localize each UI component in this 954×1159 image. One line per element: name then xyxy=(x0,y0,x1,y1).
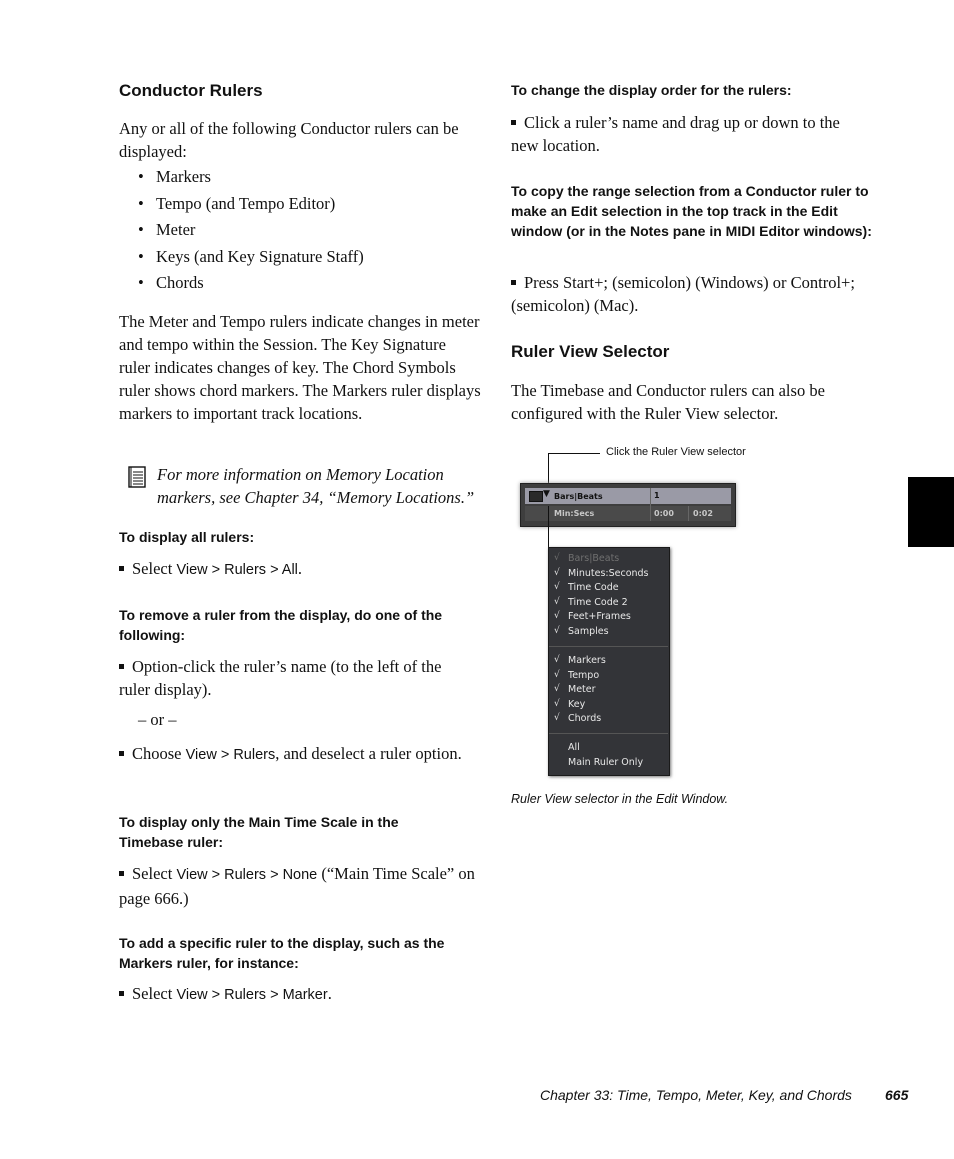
menu-item-chords[interactable]: Chords xyxy=(568,713,602,724)
menu-item-samples[interactable]: Samples xyxy=(568,626,609,637)
ruler-divider xyxy=(688,506,689,521)
footer-chapter-title: Chapter 33: Time, Tempo, Meter, Key, and Chords xyxy=(540,1087,852,1103)
step-bullet xyxy=(119,566,124,571)
note-text: For more information on Memory Location markers, see Chapter 34, “Memory Locations.” xyxy=(157,465,475,507)
check-icon: √ xyxy=(554,611,560,621)
triangle-down-icon[interactable]: ▼ xyxy=(543,489,550,499)
ruler-name-min-secs[interactable]: Min:Secs xyxy=(554,509,595,518)
bullet-item: • Chords xyxy=(138,270,478,297)
bullet-item: • Keys (and Key Signature Staff) xyxy=(138,244,478,271)
ruler-bullet-list xyxy=(138,164,478,297)
menu-separator xyxy=(549,733,668,734)
or-separator: – or – xyxy=(138,710,177,729)
ruler-view-selector-icon[interactable] xyxy=(529,491,543,502)
bullet-item: • Markers xyxy=(138,164,478,191)
check-icon: √ xyxy=(554,655,560,665)
menu-item-main-ruler-only[interactable]: Main Ruler Only xyxy=(568,757,644,768)
check-icon: √ xyxy=(554,684,560,694)
ruler-view-paragraph: The Timebase and Conductor rulers can also be configured with the Ruler View selector. xyxy=(511,381,825,423)
menu-separator xyxy=(549,646,668,647)
check-icon: √ xyxy=(554,670,560,680)
chapter-tab-marker xyxy=(908,477,954,547)
step-bullet xyxy=(119,871,124,876)
step-bullet xyxy=(511,280,516,285)
ruler-name-bars-beats[interactable]: Bars|Beats xyxy=(554,492,603,501)
step-item: Select View > Rulers > None (“Main Time Scale” on page 666.) xyxy=(119,864,475,908)
menu-item-time-code-2[interactable]: Time Code 2 xyxy=(568,597,628,608)
step-bullet xyxy=(119,991,124,996)
page-number: 665 xyxy=(885,1087,909,1103)
check-icon: √ xyxy=(554,597,560,607)
procedure-heading: To display all rulers: xyxy=(119,529,255,545)
step-item: Option-click the ruler’s name (to the left of the ruler display). xyxy=(119,657,442,699)
menu-item-time-code[interactable]: Time Code xyxy=(568,582,619,593)
check-icon: √ xyxy=(554,582,560,592)
step-bullet xyxy=(119,664,124,669)
step-bullet xyxy=(511,120,516,125)
menu-item-minutes-seconds[interactable]: Minutes:Seconds xyxy=(568,568,649,579)
callout-line xyxy=(548,453,600,454)
menu-item-meter[interactable]: Meter xyxy=(568,684,596,695)
check-icon: √ xyxy=(554,568,560,578)
menu-item-all[interactable]: All xyxy=(568,742,580,753)
step-item: Select View > Rulers > All. xyxy=(119,557,479,582)
procedure-heading: To copy the range selection from a Conductor ruler to make an Edit selection in the top track in the Edit window (or in the Notes pane in MIDI Editor windows): xyxy=(511,183,872,239)
intro-paragraph: Any or all of the following Conductor rulers can be displayed: xyxy=(119,119,459,161)
figure-caption: Ruler View selector in the Edit Window. xyxy=(511,792,729,806)
bullet-item: • Meter xyxy=(138,217,478,244)
step-item: Choose View > Rulers, and deselect a ruler option. xyxy=(119,742,469,767)
menu-item-tempo[interactable]: Tempo xyxy=(568,670,600,681)
menu-item-bars-beats[interactable]: Bars|Beats xyxy=(568,553,620,564)
ruler-value: 0:02 xyxy=(693,509,713,518)
step-bullet xyxy=(119,751,124,756)
check-icon: √ xyxy=(554,626,560,636)
step-item: Press Start+; (semicolon) (Windows) or Control+; (semicolon) (Mac). xyxy=(511,273,855,315)
check-icon: √ xyxy=(554,553,560,563)
ruler-value: 1 xyxy=(654,491,660,500)
check-icon: √ xyxy=(554,713,560,723)
section-heading-conductor-rulers: Conductor Rulers xyxy=(119,81,263,100)
menu-item-feet-frames[interactable]: Feet+Frames xyxy=(568,611,631,622)
step-item: Select View > Rulers > Marker. xyxy=(119,982,479,1007)
section-heading-ruler-view-selector: Ruler View Selector xyxy=(511,342,670,361)
procedure-heading: To remove a ruler from the display, do one of the following: xyxy=(119,607,443,643)
menu-item-key[interactable]: Key xyxy=(568,699,586,710)
ruler-divider xyxy=(650,488,651,521)
note-icon xyxy=(127,465,147,489)
callout-label: Click the Ruler View selector xyxy=(606,446,746,458)
step-item: Click a ruler’s name and drag up or down to the new location. xyxy=(511,113,840,155)
callout-line xyxy=(548,506,549,548)
check-icon: √ xyxy=(554,699,560,709)
bullet-item: • Tempo (and Tempo Editor) xyxy=(138,191,478,218)
procedure-heading: To change the display order for the rulers: xyxy=(511,82,792,98)
ruler-value: 0:00 xyxy=(654,509,674,518)
procedure-heading: To display only the Main Time Scale in the Timebase ruler: xyxy=(119,814,399,850)
description-paragraph: The Meter and Tempo rulers indicate changes in meter and tempo within the Session. The Key Signature ruler indicates changes of key. The Chord Symbols ruler shows chord markers. The Markers ruler displays markers to important track locations. xyxy=(119,312,481,423)
menu-item-markers[interactable]: Markers xyxy=(568,655,606,666)
procedure-heading: To add a specific ruler to the display, such as the Markers ruler, for instance: xyxy=(119,935,445,971)
